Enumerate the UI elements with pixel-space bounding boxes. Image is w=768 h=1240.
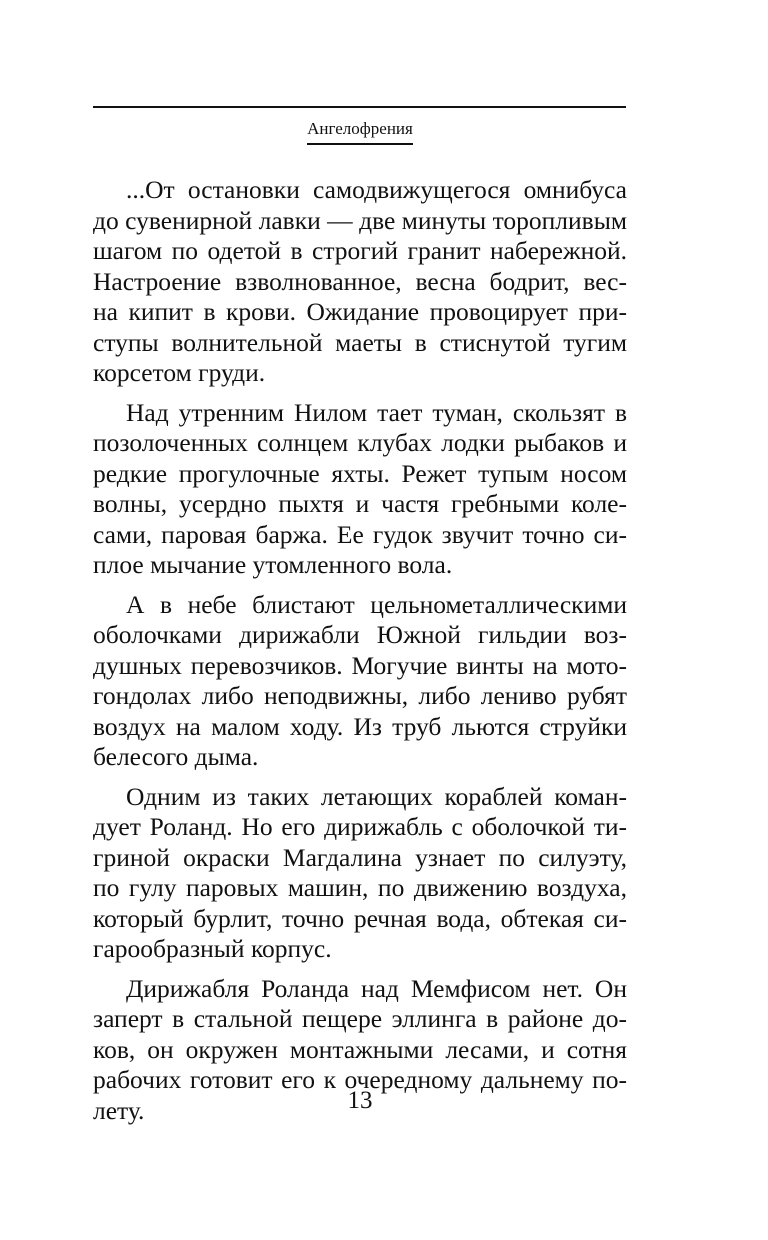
text-line: плое мычание утомленного вола. xyxy=(93,550,453,579)
text-line: шагом по одетой в строгий гранит набережной. xyxy=(93,236,627,265)
text-line: до сувенирной лавки — две минуты торопливым xyxy=(93,205,627,235)
paragraph xyxy=(93,590,627,773)
page-number: 13 xyxy=(347,1087,373,1114)
text-line: А в небе блистают цельнометаллическими xyxy=(126,589,627,619)
text-line: позолоченных солнцем клубах лодки рыбаков и xyxy=(93,428,627,457)
text-line: лету. xyxy=(93,1095,145,1125)
text-line: гондолах либо неподвижны, либо лениво рубят xyxy=(93,681,627,710)
text-line: на кипит в крови. Ожидание провоцирует при- xyxy=(93,297,627,326)
paragraph xyxy=(93,782,627,965)
text-line: который бурлит, точно речная вода, обтекая си- xyxy=(93,903,627,933)
text-line: оболочками дирижабли Южной гильдии воз- xyxy=(93,620,627,649)
text-line: гарообразный корпус. xyxy=(93,934,332,963)
text-line: ступы волнительной маеты в стиснутой тугим xyxy=(93,327,627,357)
text-line: душных перевозчиков. Могучие винты на мото- xyxy=(93,650,627,680)
text-line: воздух на малом ходу. Из труб льются струйки xyxy=(93,711,627,741)
text-line: Над утренним Нилом тает туман, скользят в xyxy=(126,397,627,427)
text-line: волны, усердно пыхтя и частя гребными коле- xyxy=(93,489,627,518)
text-line: редкие прогулочные яхты. Режет тупым носом xyxy=(93,458,627,488)
text-line: Настроение взволнованное, весна бодрит, вес- xyxy=(93,266,627,296)
body-text xyxy=(93,175,627,1135)
text-line: по гулу паровых машин, по движению воздуха, xyxy=(93,873,627,902)
text-line: дует Роланд. Но его дирижабль с оболочкой ти- xyxy=(93,812,627,841)
text-line: ...От остановки самодвижущегося омнибуса xyxy=(126,175,627,204)
text-line: заперт в стальной пещере эллинга в районе до- xyxy=(93,1004,627,1033)
text-line: рабочих готовит его к очередному дальнему по- xyxy=(93,1065,627,1094)
text-line: Дирижабля Роланда над Мемфисом нет. Он xyxy=(126,973,627,1003)
running-title: Ангелофрения xyxy=(307,117,413,145)
text-line: белесого дыма. xyxy=(93,742,259,771)
text-line: ков, он окружен монтажными лесами, и сотня xyxy=(93,1034,627,1064)
text-line: гриной окраски Магдалина узнает по силуэту, xyxy=(93,842,627,872)
header-rule xyxy=(93,106,626,108)
text-line: Одним из таких летающих кораблей коман- xyxy=(126,781,627,811)
paragraph xyxy=(93,175,627,389)
text-line: корсетом груди. xyxy=(93,358,266,387)
paragraph xyxy=(93,398,627,581)
text-line: сами, паровая баржа. Ее гудок звучит точно си- xyxy=(93,519,627,549)
running-head xyxy=(0,117,720,145)
